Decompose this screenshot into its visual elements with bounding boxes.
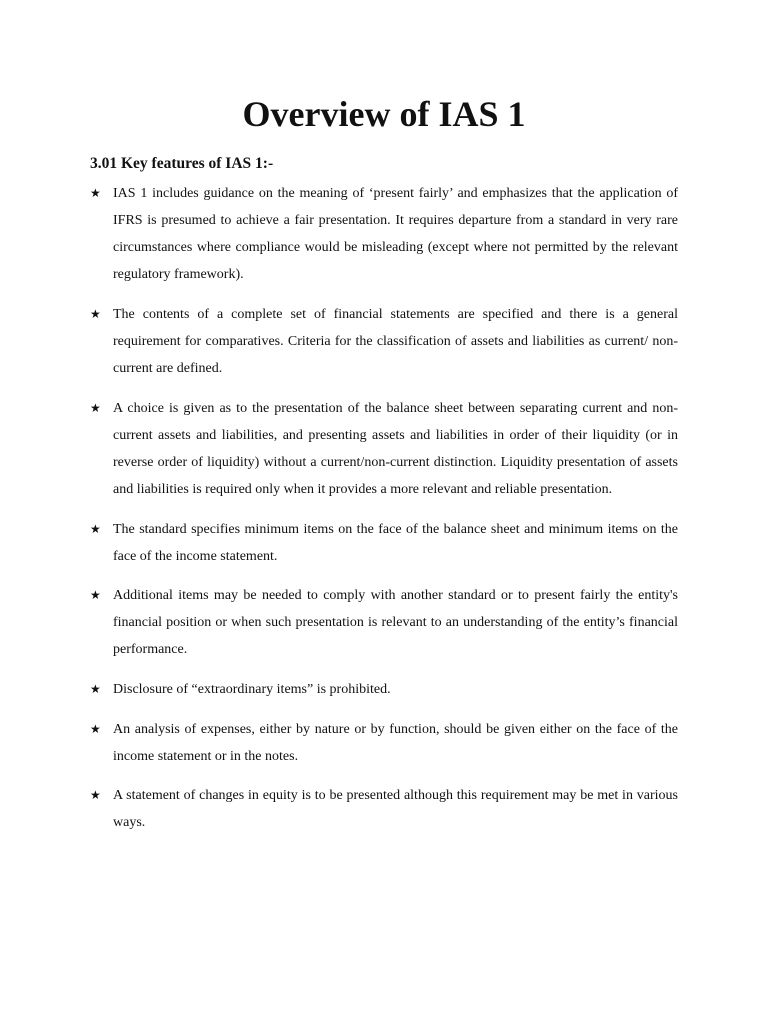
star-bullet-icon: ★ [90,400,101,415]
star-bullet-icon: ★ [90,186,101,200]
star-bullet-icon: ★ [90,306,101,321]
list-item-text: The contents of a complete set of financial statements are specified and there is a general requirement for comparatives. Criteria for the classification of assets and liabilities as current/ non-current are defined. [113,306,678,377]
star-bullet-icon: ★ [90,721,101,736]
list-item-text: The standard specifies minimum items on the face of the balance sheet and minimum items on the face of the income statement. [113,521,678,564]
star-bullet-icon: ★ [90,521,101,536]
list-item-text: Disclosure of “extraordinary items” is prohibited. [113,682,391,697]
list-item [90,395,678,503]
page-title: Overview of IAS 1 [242,94,526,134]
list-item-text: A statement of changes in equity is to be presented although this requirement may be met in various ways. [113,788,678,831]
star-bullet-icon: ★ [90,682,101,696]
list-item [90,180,678,288]
star-bullet-icon: ★ [90,588,101,603]
list-item [90,516,678,570]
key-features-list [90,180,678,836]
list-item [90,716,678,770]
list-item [90,582,678,663]
section-heading: 3.01 Key features of IAS 1:- [90,155,274,172]
star-bullet-icon: ★ [90,788,101,803]
list-item-text: A choice is given as to the presentation of the balance sheet between separating current and non-current assets and liabilities, and presenting assets and liabilities in order of their liquidity (or in reverse order of liquidity) without a current/non-current distinction. Liquidity presentation of assets and liabilities is required only when it provides a more relevant and reliable presentation. [113,400,678,497]
list-item-text: Additional items may be needed to comply with another standard or to present fairly the entity's financial position or when such presentation is relevant to an understanding of the entity’s financial performance. [113,588,678,658]
list-item [90,301,678,382]
list-item-text: IAS 1 includes guidance on the meaning of ‘present fairly’ and emphasizes that the application of IFRS is presumed to achieve a fair presentation. It requires departure from a standard in very rare circumstances where compliance would be misleading (except where not permitted by the relevant regulatory framework). [113,186,678,283]
list-item [90,676,678,703]
list-item [90,782,678,836]
list-item-text: An analysis of expenses, either by nature or by function, should be given either on the face of the income statement or in the notes. [113,721,678,764]
